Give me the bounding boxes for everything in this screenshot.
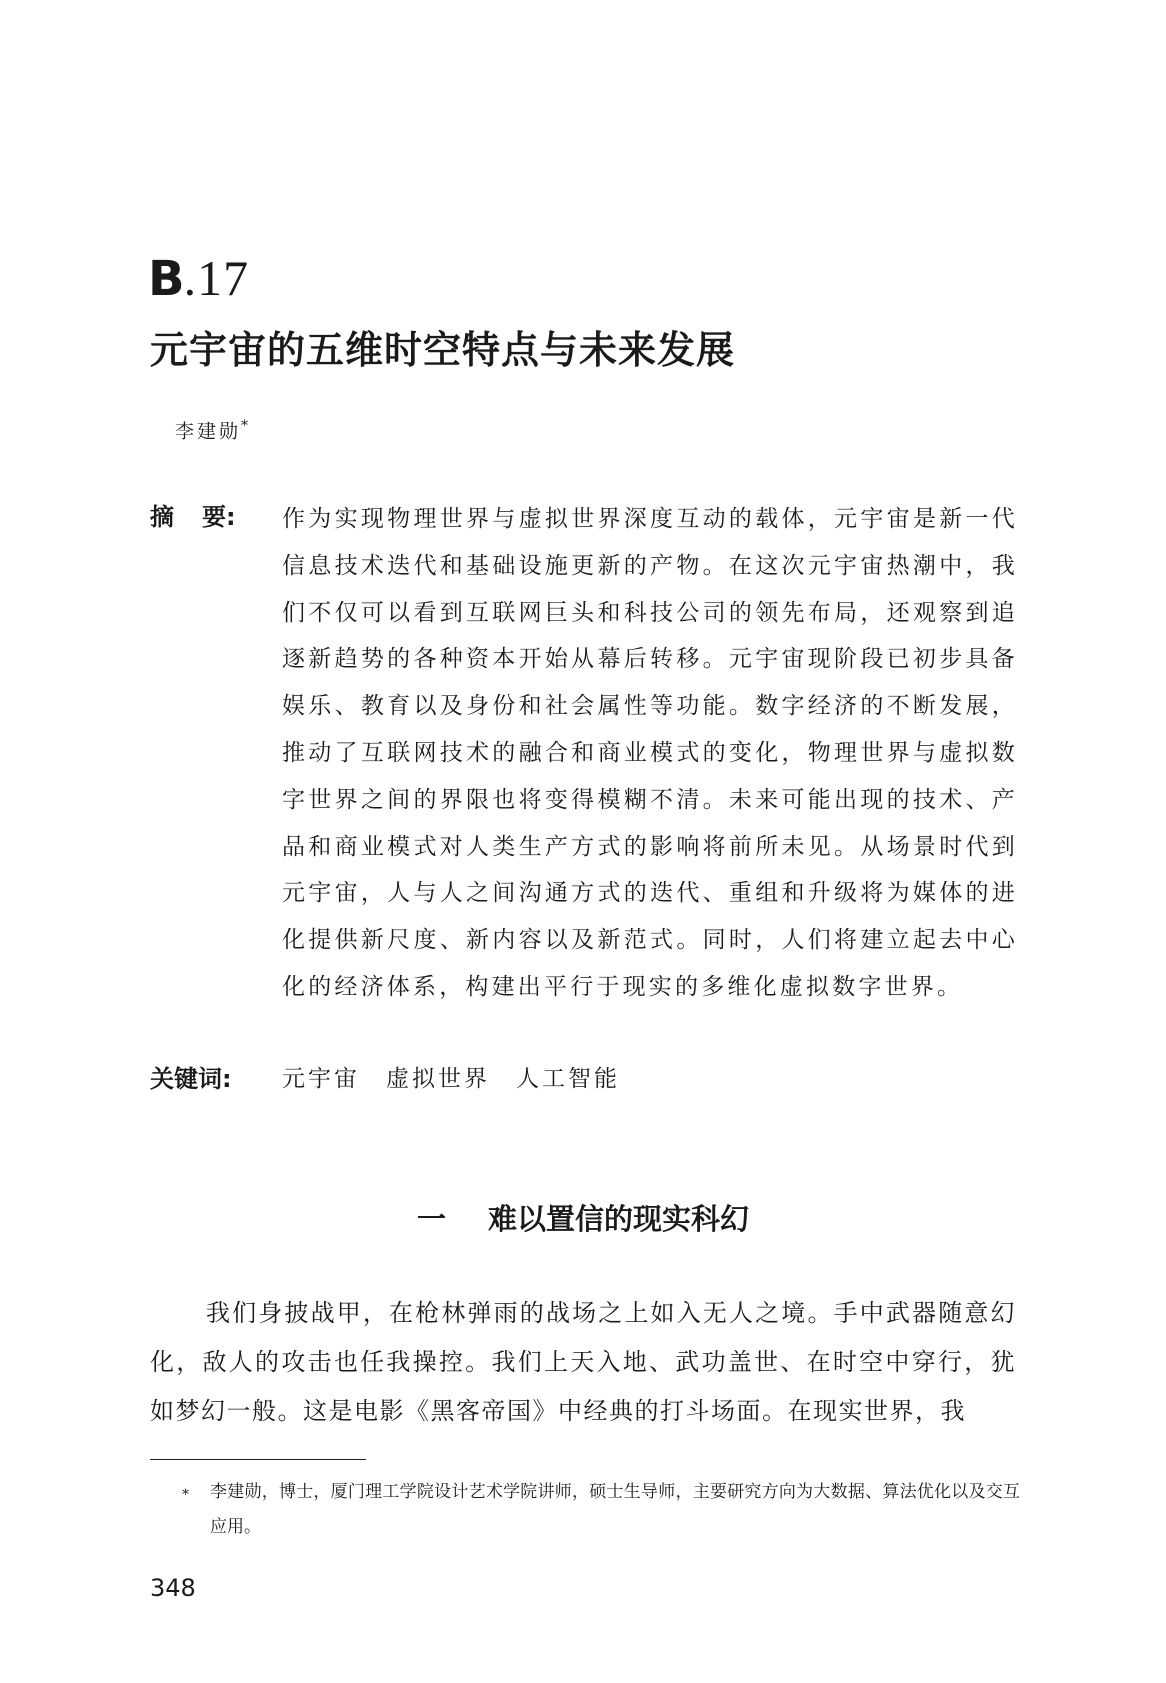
author	[175, 412, 248, 445]
section-number: 一	[416, 1202, 446, 1236]
article-title: 元宇宙的五维时空特点与未来发展	[150, 328, 736, 372]
footnote	[182, 1475, 1020, 1545]
keywords-label: 关键词:	[150, 1065, 232, 1093]
section-heading	[0, 1199, 1166, 1239]
footnote-text: 李建勋，博士，厦门理工学院设计艺术学院讲师，硕士生导师，主要研究方向为大数据、算法优化以及交互应用。	[210, 1482, 1020, 1537]
section-title: 难以置信的现实科幻	[488, 1202, 750, 1236]
abstract-label: 摘 要:	[150, 503, 236, 531]
footnote-divider	[150, 1459, 366, 1460]
keyword-item: 人工智能	[516, 1066, 620, 1092]
chapter-number: .17	[183, 250, 250, 306]
abstract-text: 作为实现物理世界与虚拟世界深度互动的载体，元宇宙是新一代信息技术迭代和基础设施更新的产物。在这次元宇宙热潮中，我们不仅可以看到互联网巨头和科技公司的领先布局，还观察到追逐新趋势的各种资本开始从幕后转移。元宇宙现阶段已初步具备娱乐、教育以及身份和社会属性等功能。数字经济的不断发展，推动了互联网技术的融合和商业模式的变化，物理世界与虚拟数字世界之间的界限也将变得模糊不清。未来可能出现的技术、产品和商业模式对人类生产方式的影响将前所未见。从场景时代到元宇宙，人与人之间沟通方式的迭代、重组和升级将为媒体的进化提供新尺度、新内容以及新范式。同时，人们将建立起去中心化的经济体系，构建出平行于现实的多维化虚拟数字世界。	[282, 506, 1018, 1000]
author-footnote-mark: *	[241, 418, 249, 434]
keyword-item: 元宇宙	[282, 1066, 360, 1092]
body-paragraph: 我们身披战甲，在枪林弹雨的战场之上如入无人之境。手中武器随意幻化，敌人的攻击也任我操控。我们上天入地、武功盖世、在时空中穿行，犹如梦幻一般。这是电影《黑客帝国》中经典的打斗场面。在现实世界，我	[150, 1299, 1016, 1425]
keywords-list	[282, 1063, 646, 1095]
footnote-mark: *	[182, 1487, 189, 1503]
page-number: 348	[150, 1574, 196, 1602]
author-name: 李建勋	[175, 420, 242, 443]
keyword-item: 虚拟世界	[386, 1066, 490, 1092]
chapter-series-letter: B	[148, 251, 184, 307]
chapter-label	[148, 248, 249, 309]
